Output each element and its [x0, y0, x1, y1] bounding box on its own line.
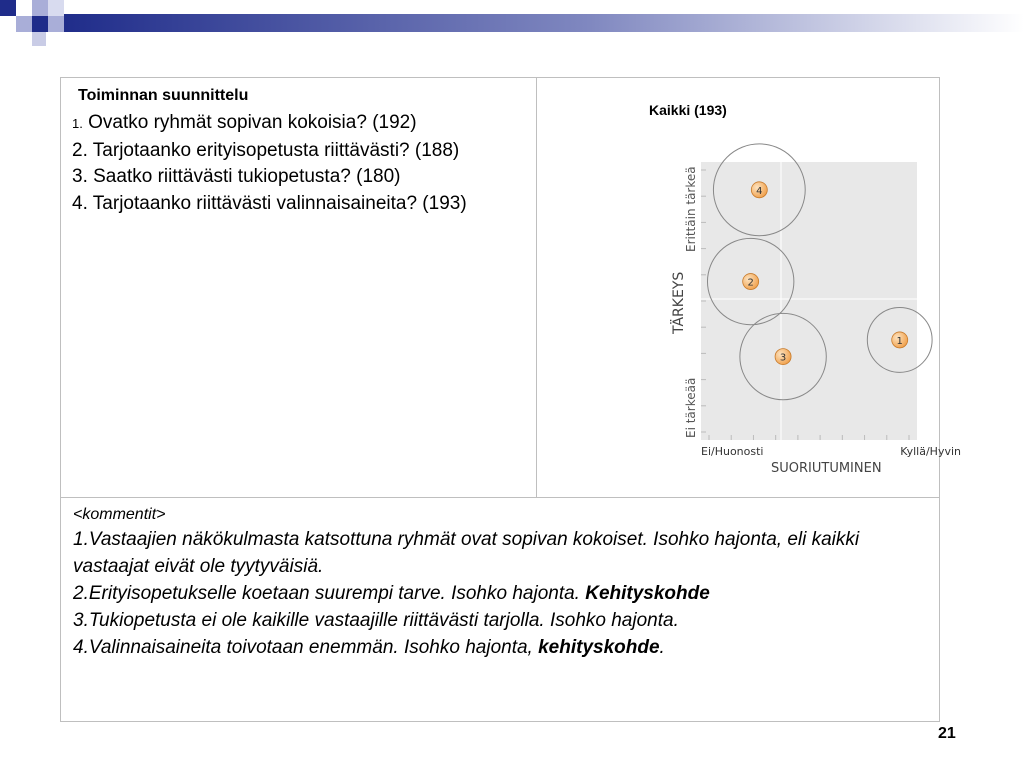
- question-list: [72, 110, 522, 217]
- header-band: [0, 0, 1024, 46]
- comment-line: 4.Valinnaisaineita toivotaan enemmän. Isohko hajonta, kehityskohde.: [73, 637, 665, 658]
- point-label: 3: [779, 352, 787, 364]
- comments-section: [73, 504, 933, 661]
- question-item: 4. Tarjotaanko riittävästi valinnaisaineita? (193): [72, 192, 467, 214]
- header-gradient: [0, 0, 1024, 46]
- importance-performance-chart: [601, 148, 961, 478]
- plot-background: [701, 162, 917, 440]
- content-table: [60, 77, 961, 722]
- x-tick-low: Ei/Huonosti: [701, 445, 764, 458]
- question-item: 3. Saatko riittävästi tukiopetusta? (180): [72, 166, 401, 187]
- question-item: 2. Tarjotaanko erityisopetusta riittävästi? (188): [72, 139, 460, 161]
- point-label: 2: [747, 277, 754, 289]
- comments-tag: <kommentit>: [73, 506, 166, 523]
- questions-cell: [61, 78, 537, 497]
- y-axis-label: TÄRKEYS: [671, 271, 687, 334]
- y-tick-low: Ei tärkeää: [684, 377, 698, 438]
- y-tick-high: Erittäin tärkeä: [684, 166, 698, 252]
- point-label: 4: [756, 185, 763, 197]
- row-divider: [61, 497, 939, 498]
- comment-line: 2.Erityisopetukselle koetaan suurempi tarve. Isohko hajonta. Kehityskohde: [73, 583, 710, 604]
- comment-line: 3.Tukiopetusta ei ole kaikille vastaajille riittävästi tarjolla. Isohko hajonta.: [73, 610, 679, 631]
- section-title: Toiminnan suunnittelu: [78, 87, 249, 104]
- x-tick-high: Kyllä/Hyvin: [900, 445, 961, 458]
- question-item: 1. Ovatko ryhmät sopivan kokoisia? (192): [72, 112, 417, 133]
- comment-line: 1.Vastaajien näkökulmasta katsottuna ryhmät ovat sopivan kokoiset. Isohko hajonta, eli kaikki vastaajat eivät ole tyytyväisiä.: [73, 529, 860, 577]
- chart-title: Kaikki (193): [649, 102, 727, 118]
- point-label: 1: [896, 335, 903, 347]
- page-number: 21: [938, 725, 956, 742]
- x-axis-label: SUORIUTUMINEN: [771, 461, 882, 476]
